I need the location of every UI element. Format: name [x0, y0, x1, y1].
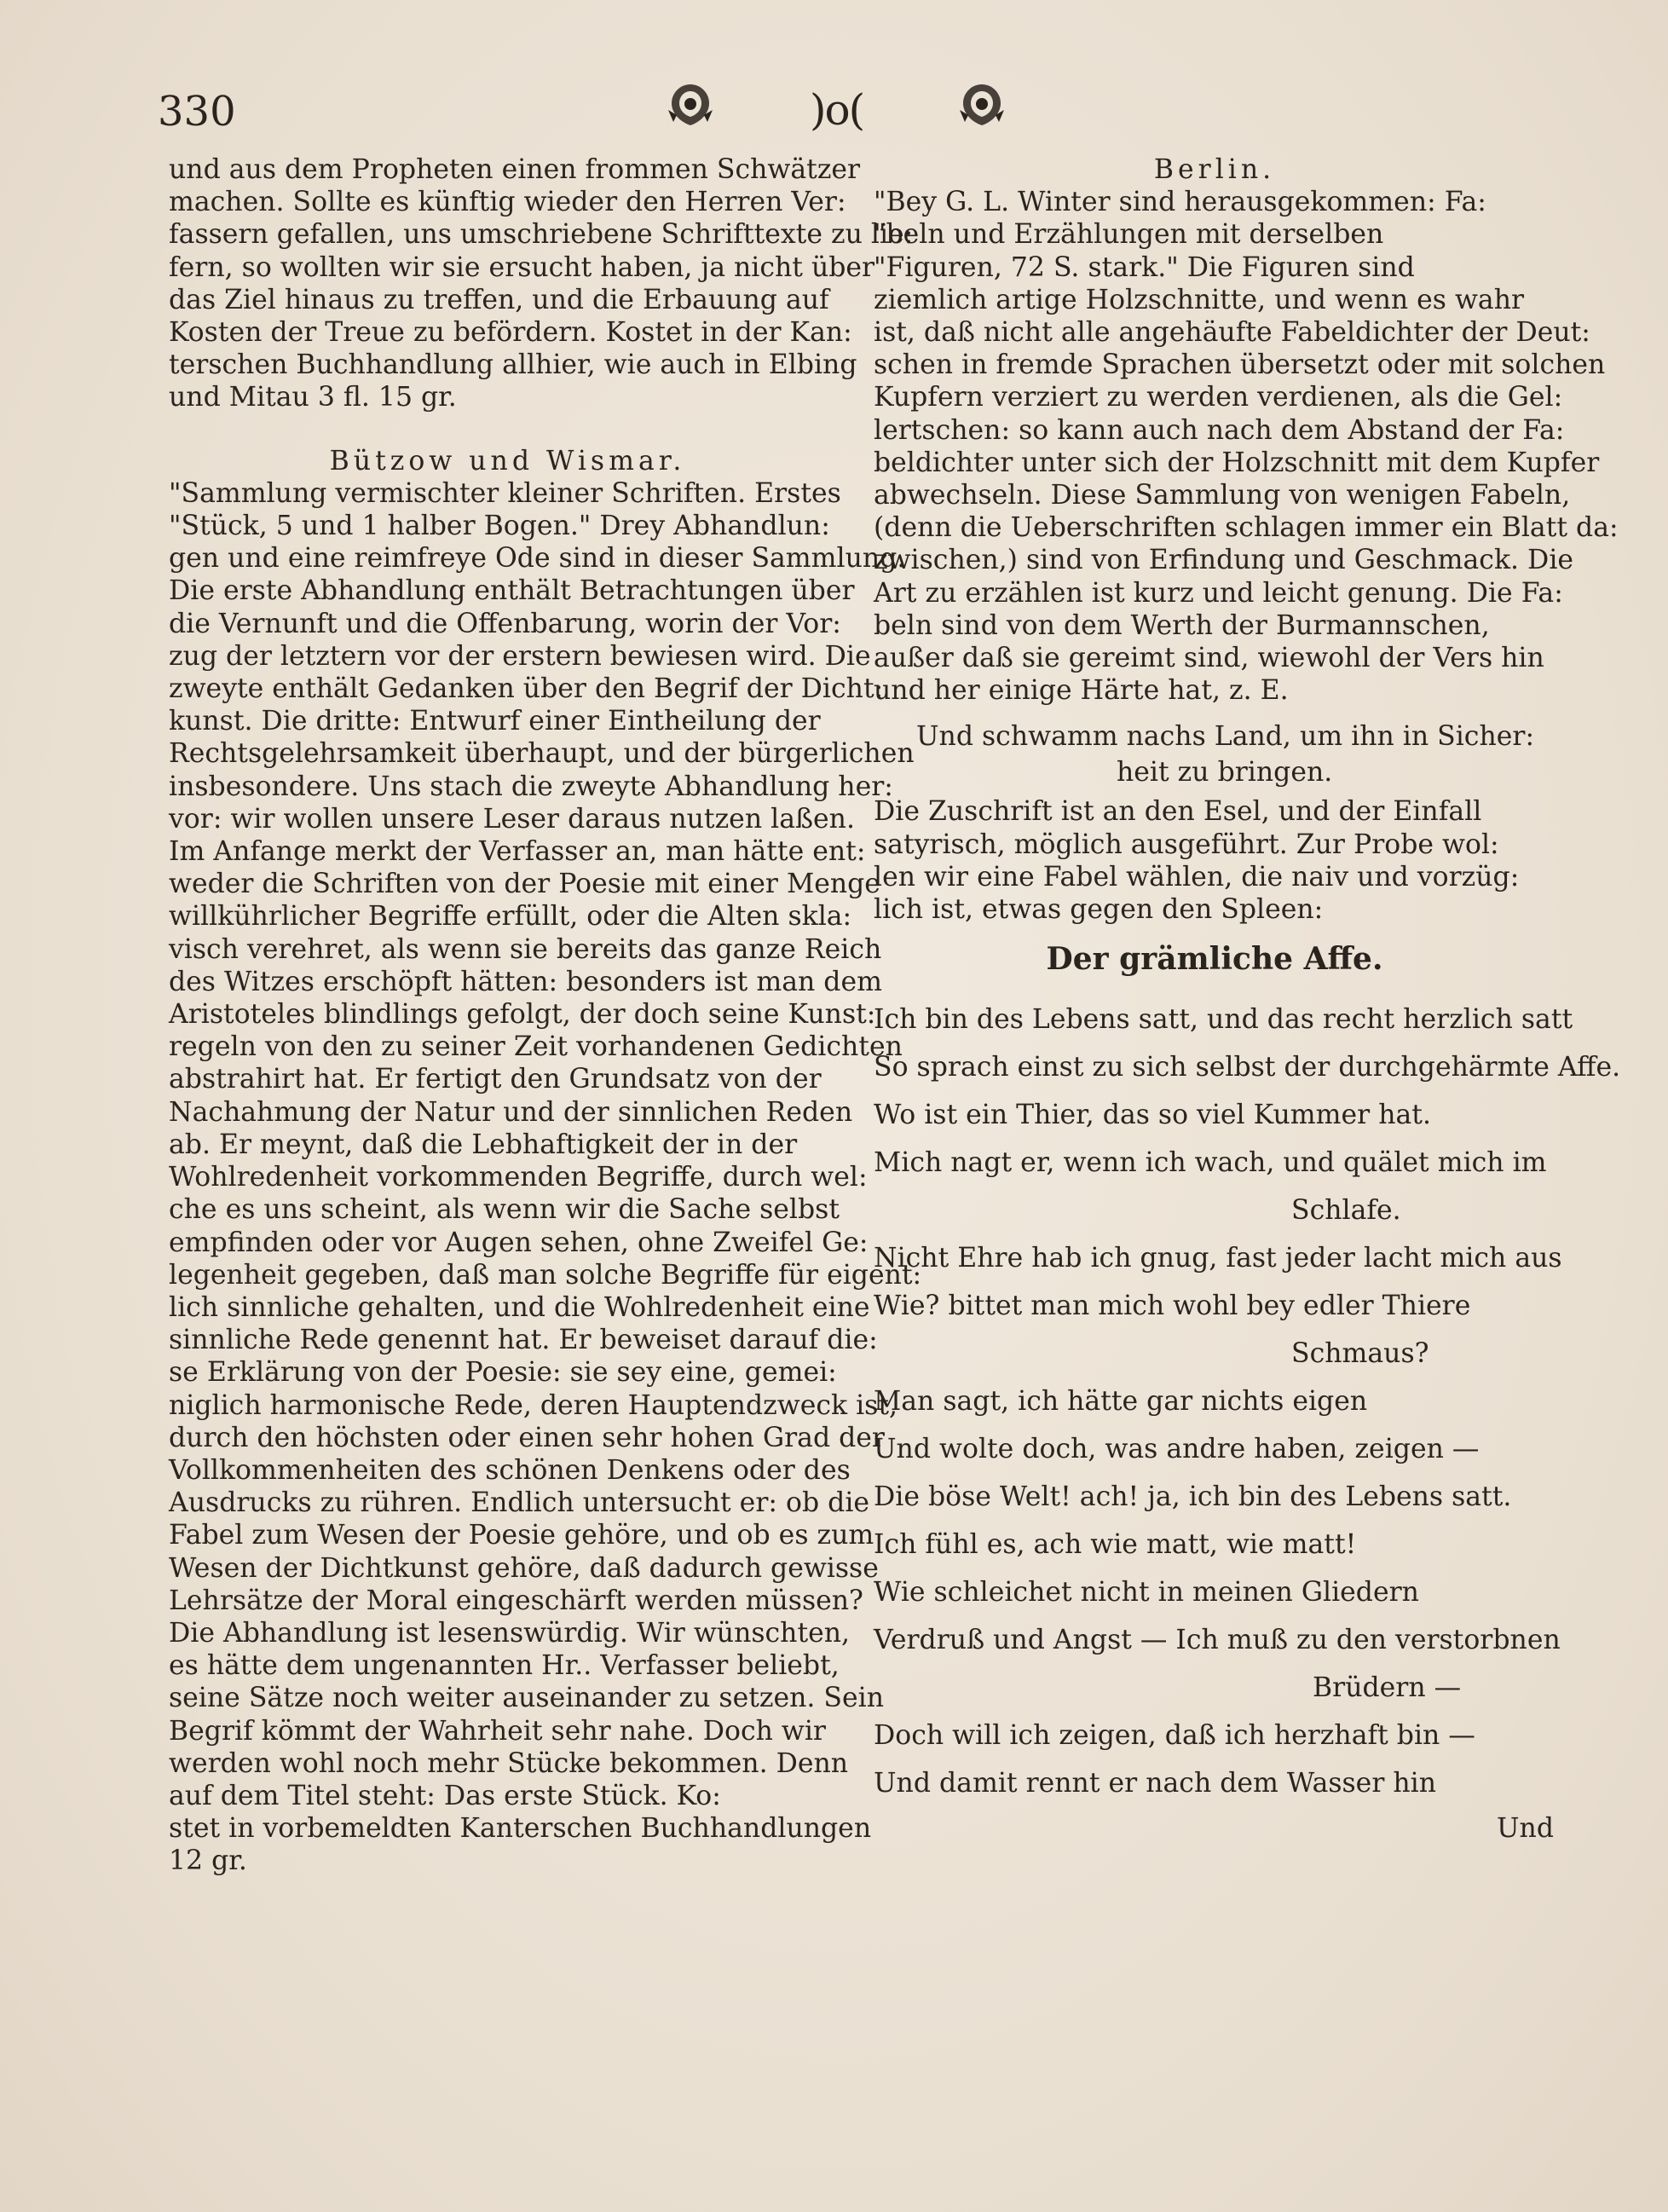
- page-number: 330: [158, 88, 236, 136]
- left-column: [169, 153, 922, 1878]
- text-line: abwechseln. Diese Sammlung von wenigen Fabeln,: [874, 480, 1571, 511]
- poem-line: Wie? bittet man mich wohl bey edler Thiere: [874, 1291, 1471, 1322]
- text-line: Aristoteles blindlings gefolgt, der doch seine Kunst:: [169, 999, 876, 1031]
- text-line: außer daß sie gereimt sind, wiewohl der Vers hin: [874, 643, 1544, 674]
- text-line: zweyte enthält Gedanken über den Begrif der Dicht:: [169, 673, 884, 705]
- poem-line: Verdruß und Angst — Ich muß zu den verstorbnen: [874, 1625, 1561, 1656]
- poem-line: Mich nagt er, wenn ich wach, und quälet mich im: [874, 1147, 1547, 1179]
- text-line: se Erklärung von der Poesie: sie sey eine, gemei:: [169, 1357, 837, 1389]
- text-line: Wesen der Dichtkunst gehöre, daß dadurch gewisse: [169, 1552, 879, 1584]
- poem-line: Brüdern —: [1313, 1672, 1462, 1704]
- section-heading-buetzow: Bützow und Wismar.: [329, 445, 686, 476]
- text-line: die Vernunft und die Offenbarung, worin der Vor:: [169, 608, 841, 639]
- review-paragraph: [169, 477, 922, 1878]
- poem-line: Doch will ich zeigen, daß ich herzhaft bin —: [874, 1720, 1475, 1752]
- text-line: beln sind von dem Werth der Burmannschen,: [874, 609, 1490, 641]
- text-line: weder die Schriften von der Poesie mit einer Menge: [169, 869, 880, 900]
- poem-line: Wie schleichet nicht in meinen Gliedern: [874, 1577, 1419, 1608]
- poem-line: Man sagt, ich hätte gar nichts eigen: [874, 1386, 1368, 1418]
- fleuron-ornament-right-icon: [956, 81, 1007, 130]
- text-line: es hätte dem ungenannten Hr.. Verfasser beliebt,: [169, 1650, 840, 1682]
- text-line: lertschen: so kann auch nach dem Abstand der Fa:: [874, 414, 1565, 446]
- text-line: "Bey G. L. Winter sind herausgekommen: Fa:: [874, 187, 1486, 218]
- text-line: und aus dem Propheten einen frommen Schwätzer: [169, 154, 861, 185]
- right-column: [874, 153, 1621, 1845]
- text-line: des Witzes erschöpft hätten: besonders ist man dem: [169, 966, 882, 997]
- text-line: Kosten der Treue zu befördern. Kostet in der Kan:: [169, 317, 852, 349]
- intro-paragraph: [169, 153, 914, 414]
- text-line: Die Zuschrift ist an den Esel, und der Einfall: [874, 796, 1482, 828]
- quote-line: heit zu bringen.: [1117, 757, 1333, 788]
- poem-line: Die böse Welt! ach! ja, ich bin des Lebens satt.: [874, 1481, 1512, 1513]
- text-line: machen. Sollte es künftig wieder den Herren Ver:: [169, 187, 846, 218]
- text-line: lich ist, etwas gegen den Spleen:: [874, 894, 1324, 926]
- text-line: niglich harmonische Rede, deren Hauptendzweck ist,: [169, 1389, 897, 1421]
- text-line: che es uns scheint, als wenn wir die Sache selbst: [169, 1194, 840, 1226]
- text-line: Die Abhandlung ist lesenswürdig. Wir wünschten,: [169, 1617, 851, 1649]
- text-line: lich sinnliche gehalten, und die Wohlredenheit eine: [169, 1291, 870, 1323]
- text-line: Vollkommenheiten des schönen Denkens oder des: [169, 1454, 851, 1486]
- text-line: Ausdrucks zu rühren. Endlich untersucht er: ob die: [169, 1487, 870, 1519]
- text-line: Nachahmung der Natur und der sinnlichen Reden: [169, 1096, 853, 1128]
- text-line: ist, daß nicht alle angehäufte Fabeldichter der Deut:: [874, 317, 1590, 349]
- poem-line: Und wolte doch, was andre haben, zeigen —: [874, 1434, 1480, 1465]
- text-line: das Ziel hinaus zu treffen, und die Erbauung auf: [169, 284, 829, 315]
- review-paragraph: [874, 186, 1619, 707]
- catchword: Und: [1497, 1813, 1554, 1845]
- quote-line: Und schwamm nachs Land, um ihn in Sicher:: [916, 721, 1535, 753]
- text-line: fern, so wollten wir sie ersucht haben, ja nicht über: [169, 251, 875, 283]
- text-line: werden wohl noch mehr Stücke bekommen. Denn: [169, 1747, 849, 1779]
- text-line: und Mitau 3 fl. 15 gr.: [169, 382, 457, 413]
- text-line: Kupfern verziert zu werden verdienen, als die Gel:: [874, 382, 1563, 413]
- verse-quotation: [916, 719, 1555, 790]
- text-line: abstrahirt hat. Er fertigt den Grundsatz von der: [169, 1064, 822, 1095]
- text-line: insbesondere. Uns stach die zweyte Abhandlung her:: [169, 771, 893, 802]
- text-line: ziemlich artige Holzschnitte, und wenn es wahr: [874, 284, 1525, 315]
- poem: [874, 996, 1621, 1807]
- text-line: Im Anfange merkt der Verfasser an, man hätte ent:: [169, 836, 866, 868]
- text-line: empfinden oder vor Augen sehen, ohne Zweifel Ge:: [169, 1227, 869, 1258]
- text-line: stet in vorbemeldten Kanterschen Buchhandlungen: [169, 1813, 872, 1845]
- poem-title: Der grämliche Affe.: [1046, 941, 1383, 978]
- text-line: durch den höchsten oder einen sehr hohen Grad der: [169, 1422, 885, 1453]
- poem-line: Ich bin des Lebens satt, und das recht herzlich satt: [874, 1004, 1573, 1036]
- poem-line: Schlafe.: [1291, 1195, 1401, 1227]
- text-line: seine Sätze noch weiter auseinander zu setzen. Sein: [169, 1683, 885, 1714]
- page-header: [0, 81, 1668, 149]
- text-line: "Sammlung vermischter kleiner Schriften. Erstes: [169, 477, 841, 509]
- header-divider-mark: )o(: [810, 85, 864, 135]
- fleuron-ornament-left-icon: [665, 81, 716, 130]
- text-line: terschen Buchhandlung allhier, wie auch in Elbing: [169, 349, 857, 381]
- text-line: zug der letztern vor der erstern bewiesen wird. Die: [169, 640, 871, 672]
- text-line: Wohlredenheit vorkommenden Begriffe, durch wel:: [169, 1162, 868, 1193]
- text-line: schen in fremde Sprachen übersetzt oder mit solchen: [874, 349, 1606, 381]
- poem-line: Schmaus?: [1291, 1338, 1429, 1370]
- text-line: beldichter unter sich der Holzschnitt mit dem Kupfer: [874, 447, 1600, 478]
- text-line: und her einige Härte hat, z. E.: [874, 675, 1289, 707]
- text-line: Die erste Abhandlung enthält Betrachtungen über: [169, 575, 855, 607]
- text-line: len wir eine Fabel wählen, die naiv und vorzüg:: [874, 861, 1520, 892]
- text-line: auf dem Titel steht: Das erste Stück. Ko:: [169, 1780, 721, 1811]
- text-line: regeln von den zu seiner Zeit vorhandenen Gedichten: [169, 1031, 903, 1063]
- text-line: visch verehret, als wenn sie bereits das ganze Reich: [169, 933, 882, 965]
- text-line: Art zu erzählen ist kurz und leicht genung. Die Fa:: [874, 577, 1563, 609]
- text-line: kunst. Die dritte: Entwurf einer Eintheilung der: [169, 706, 821, 737]
- text-line: "Figuren, 72 S. stark." Die Figuren sind: [874, 251, 1415, 283]
- poem-line: Wo ist ein Thier, das so viel Kummer hat.: [874, 1100, 1431, 1131]
- text-line: vor: wir wollen unsere Leser daraus nutzen laßen.: [169, 803, 855, 835]
- text-line: Begrif kömmt der Wahrheit sehr nahe. Doch wir: [169, 1715, 826, 1747]
- commentary-paragraph: [874, 795, 1555, 926]
- text-line: zwischen,) sind von Erfindung und Geschmack. Die: [874, 545, 1574, 576]
- text-line: "Stück, 5 und 1 halber Bogen." Drey Abhandlun:: [169, 511, 830, 542]
- text-line: legenheit gegeben, daß man solche Begriffe für eigent:: [169, 1259, 922, 1291]
- text-line: 12 gr.: [169, 1845, 247, 1877]
- text-line: gen und eine reimfreye Ode sind in dieser Sammlung.: [169, 543, 906, 575]
- text-line: "beln und Erzählungen mit derselben: [874, 219, 1384, 251]
- text-line: willkührlicher Begriffe erfüllt, oder die Alten skla:: [169, 901, 852, 933]
- text-line: Rechtsgelehrsamkeit überhaupt, und der bürgerlichen: [169, 738, 915, 770]
- text-line: (denn die Ueberschriften schlagen immer ein Blatt da:: [874, 512, 1619, 544]
- poem-line: So sprach einst zu sich selbst der durchgehärmte Affe.: [874, 1052, 1621, 1083]
- text-line: satyrisch, möglich ausgeführt. Zur Probe wol:: [874, 829, 1499, 860]
- text-line: fassern gefallen, uns umschriebene Schrifttexte zu lie:: [169, 219, 914, 251]
- poem-line: Ich fühl es, ach wie matt, wie matt!: [874, 1529, 1357, 1561]
- text-line: Lehrsätze der Moral eingeschärft werden müssen?: [169, 1585, 863, 1616]
- poem-line: Und damit rennt er nach dem Wasser hin: [874, 1768, 1437, 1799]
- text-line: sinnliche Rede genennt hat. Er beweiset darauf die:: [169, 1325, 878, 1356]
- text-line: Fabel zum Wesen der Poesie gehöre, und ob es zum: [169, 1520, 874, 1551]
- poem-line: Nicht Ehre hab ich gnug, fast jeder lacht mich aus: [874, 1243, 1562, 1274]
- text-line: ab. Er meynt, daß die Lebhaftigkeit der in der: [169, 1129, 798, 1160]
- section-heading-berlin: Berlin.: [1153, 154, 1276, 185]
